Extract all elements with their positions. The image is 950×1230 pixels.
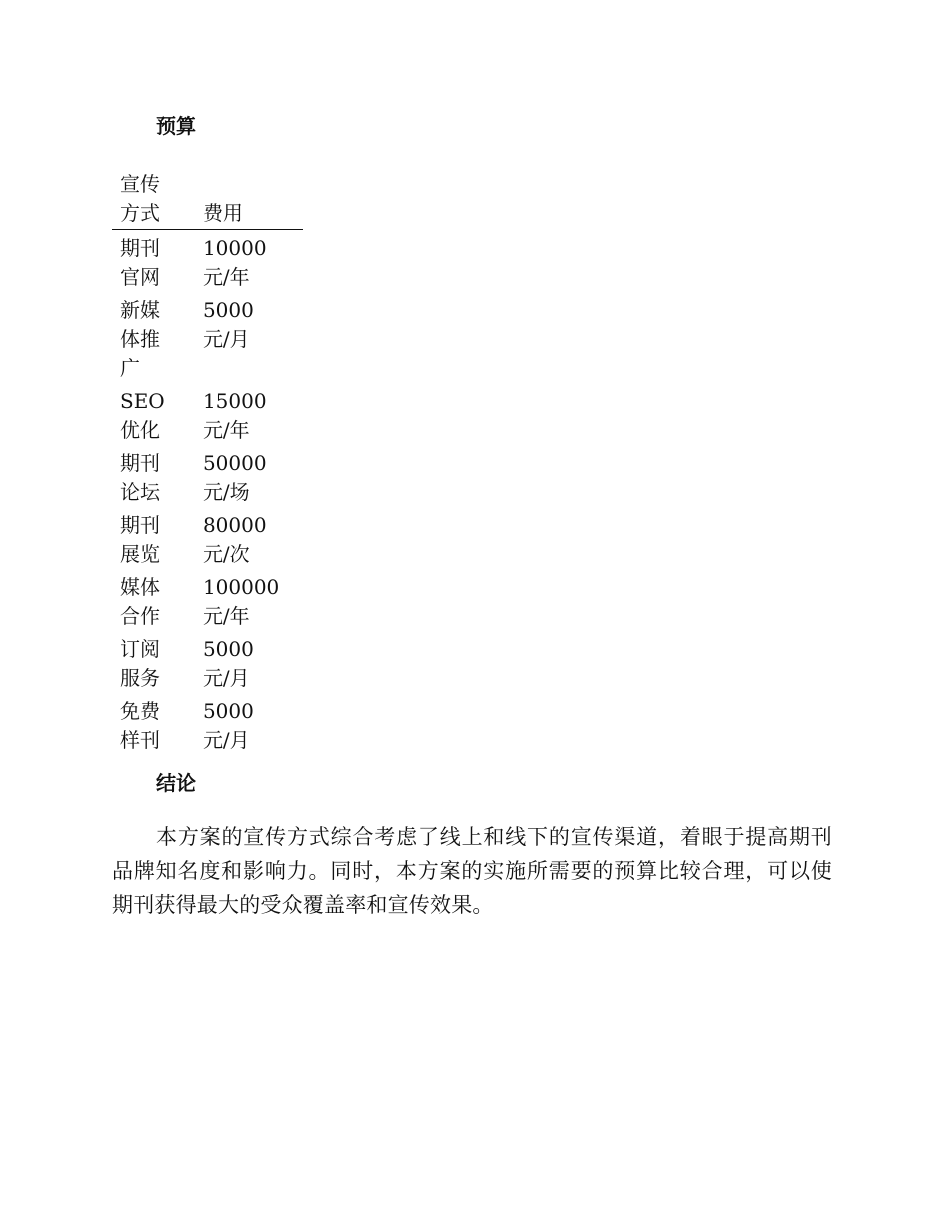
row-method: 免费样刊 (120, 699, 160, 752)
conclusion-paragraph: 本方案的宣传方式综合考虑了线上和线下的宣传渠道，着眼于提高期刊品牌知名度和影响力。同时，本方案的实施所需要的预算比较合理，可以使期刊获得最大的受众覆盖率和宣传效果。 (112, 825, 832, 917)
budget-table-body (112, 230, 303, 756)
table-row (112, 631, 303, 693)
table-row (112, 569, 303, 631)
row-method: 期刊论坛 (120, 451, 160, 504)
header-method (112, 170, 203, 230)
budget-table (112, 170, 303, 755)
row-method: 订阅服务 (120, 637, 160, 690)
table-row (112, 693, 303, 755)
budget-table-header-row (112, 170, 303, 230)
header-cost (203, 170, 303, 230)
row-method: 新媒体推广 (120, 298, 160, 380)
row-cost: 5000 元/月 (202, 699, 254, 752)
header-cost-label: 费用 (202, 201, 243, 225)
header-method-label: 宣传方式 (120, 172, 160, 225)
table-row (112, 445, 303, 507)
row-cost: 50000 元/场 (202, 451, 267, 504)
row-cost: 5000 元/月 (202, 637, 254, 690)
table-row (112, 292, 303, 383)
row-method: 期刊展览 (120, 513, 160, 566)
budget-table-header (112, 170, 303, 230)
row-cost: 10000 元/年 (202, 236, 267, 289)
table-row (112, 383, 303, 445)
table-row (112, 230, 303, 293)
row-method: 媒体合作 (120, 575, 160, 628)
table-row (112, 507, 303, 569)
row-cost: 15000 元/年 (202, 389, 267, 442)
budget-heading: 预算 (156, 114, 196, 138)
row-cost: 100000 元/年 (202, 575, 280, 628)
row-method: SEO 优化 (120, 389, 165, 442)
row-cost: 80000 元/次 (202, 513, 267, 566)
conclusion-heading: 结论 (156, 771, 196, 795)
row-method: 期刊官网 (120, 236, 160, 289)
row-cost: 5000 元/月 (202, 298, 254, 351)
